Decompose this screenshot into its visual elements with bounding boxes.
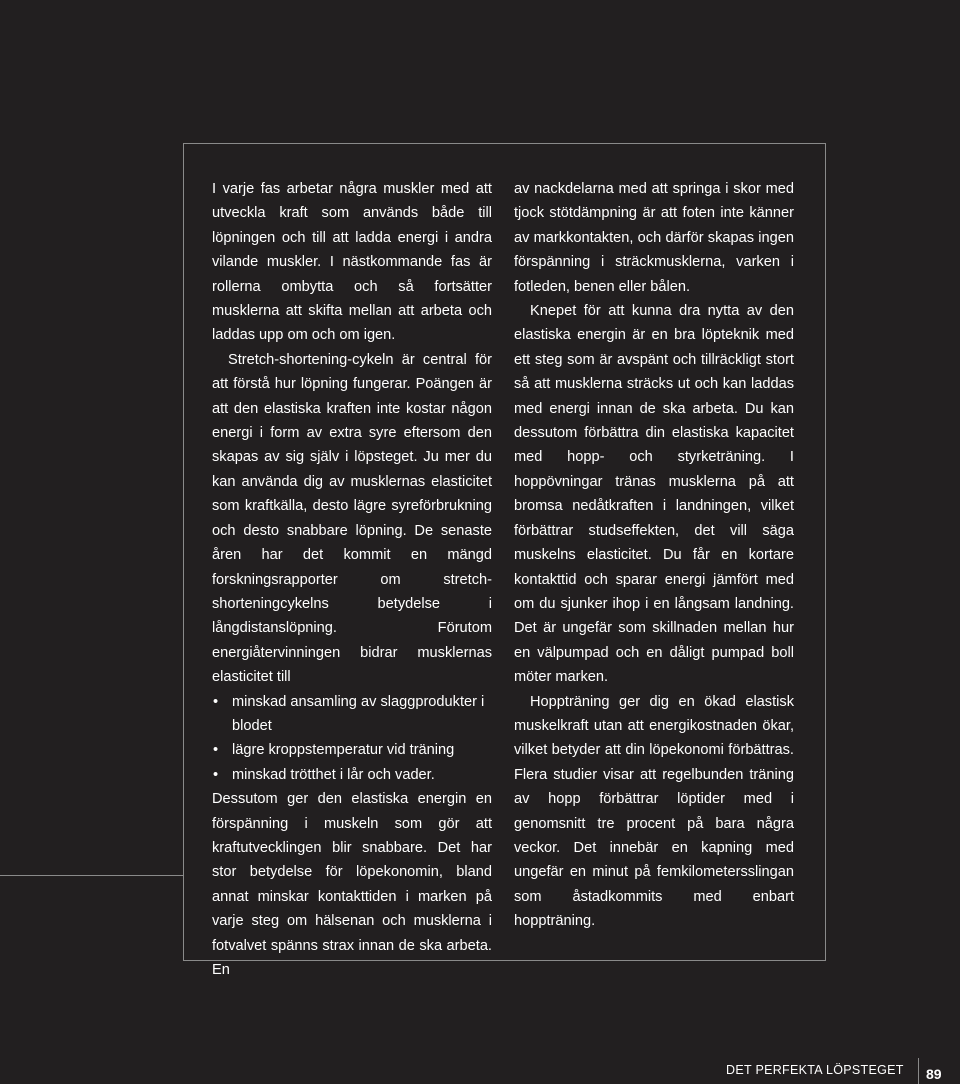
left-paragraph-2: Stretch-shortening-cykeln är central för att förstå hur löpning fungerar. Poängen är att den elastiska kraften inte kostar någon energi i form av extra syre eftersom den skapas av sig själv i löpsteget. Ju mer du kan använda dig av musklernas elasticitet som kraftkälla, desto lägre syreförbrukning och desto snabbare löpning. De senaste åren har det kommit en mängd forskningsrapporter om stretch-shorteningcykelns betydelse i långdistanslöpning. Förutom energiåtervinningen bidrar musklernas elasticitet till	[212, 351, 492, 686]
right-column	[514, 177, 794, 934]
right-paragraph-1: av nackdelarna med att springa i skor med tjock stötdämpning är att foten inte känner av markkontakten, och därför skapas ingen förspänning i sträckmusklerna, varken i fotleden, benen eller bålen.	[514, 181, 794, 295]
bullet-icon: •	[213, 742, 219, 759]
page-number: 89	[926, 1066, 942, 1082]
left-column	[212, 177, 492, 982]
left-paragraph-3: Dessutom ger den elastiska energin en förspänning i muskeln som gör att kraftutvecklingen blir snabbare. Det har stor betydelse för löpekonomin, bland annat minskar kontakttiden i marken på varje steg om hälsenan och musklerna i fotvalvet spänns strax innan de ska arbeta. En	[212, 791, 492, 978]
right-paragraph-2: Knepet för att kunna dra nytta av den elastiska energin är en bra löpteknik med ett steg som är avspänt och tillräckligt stort så att musklerna sträcks ut och kan laddas med energi innan de ska arbeta. Du kan dessutom förbättra din elastiska kapacitet med hopp- och styrketräning. I hoppövningar tränas musklerna på att bromsa nedåtkraften i landningen, vilket förbättrar studseffekten, det vill säga muskelns elasticitet. Du får en kortare kontakttid och sparar energi jämfört med om du sjunker ihop i en långsam landning. Det är ungefär som skillnaden mellan hur en välpumpad och en dåligt pumpad boll möter marken.	[514, 303, 794, 686]
bullet-icon: •	[213, 693, 219, 710]
list-item	[212, 763, 492, 787]
list-item	[212, 690, 492, 739]
bullet-list	[212, 690, 492, 788]
running-footer-title: DET PERFEKTA LÖPSTEGET	[726, 1063, 904, 1077]
list-item-text: minskad ansamling av slaggprodukter i blodet	[232, 693, 485, 734]
left-rule-line	[0, 875, 183, 876]
list-item-text: lägre kroppstemperatur vid träning	[232, 742, 455, 759]
page-number-divider	[918, 1058, 919, 1084]
list-item	[212, 738, 492, 762]
bullet-icon: •	[213, 766, 219, 783]
left-paragraph-1: I varje fas arbetar några muskler med att utveckla kraft som används både till löpningen och till att ladda energi i andra vilande muskler. I nästkommande fas är rollerna ombytta och så fortsätter musklerna att skifta mellan att arbeta och laddas upp om och om igen.	[212, 181, 492, 344]
right-paragraph-3: Hoppträning ger dig en ökad elastisk muskelkraft utan att energikostnaden ökar, vilket betyder att din löpekonomi förbättras. Flera studier visar att regelbunden träning av hopp förbättrar löptider med i genomsnitt tre procent på bara några veckor. Det innebär en kapning med ungefär en minut på femkilometersslingan som åstadkommits med enbart hoppträning.	[514, 693, 794, 930]
list-item-text: minskad trötthet i lår och vader.	[232, 766, 435, 783]
